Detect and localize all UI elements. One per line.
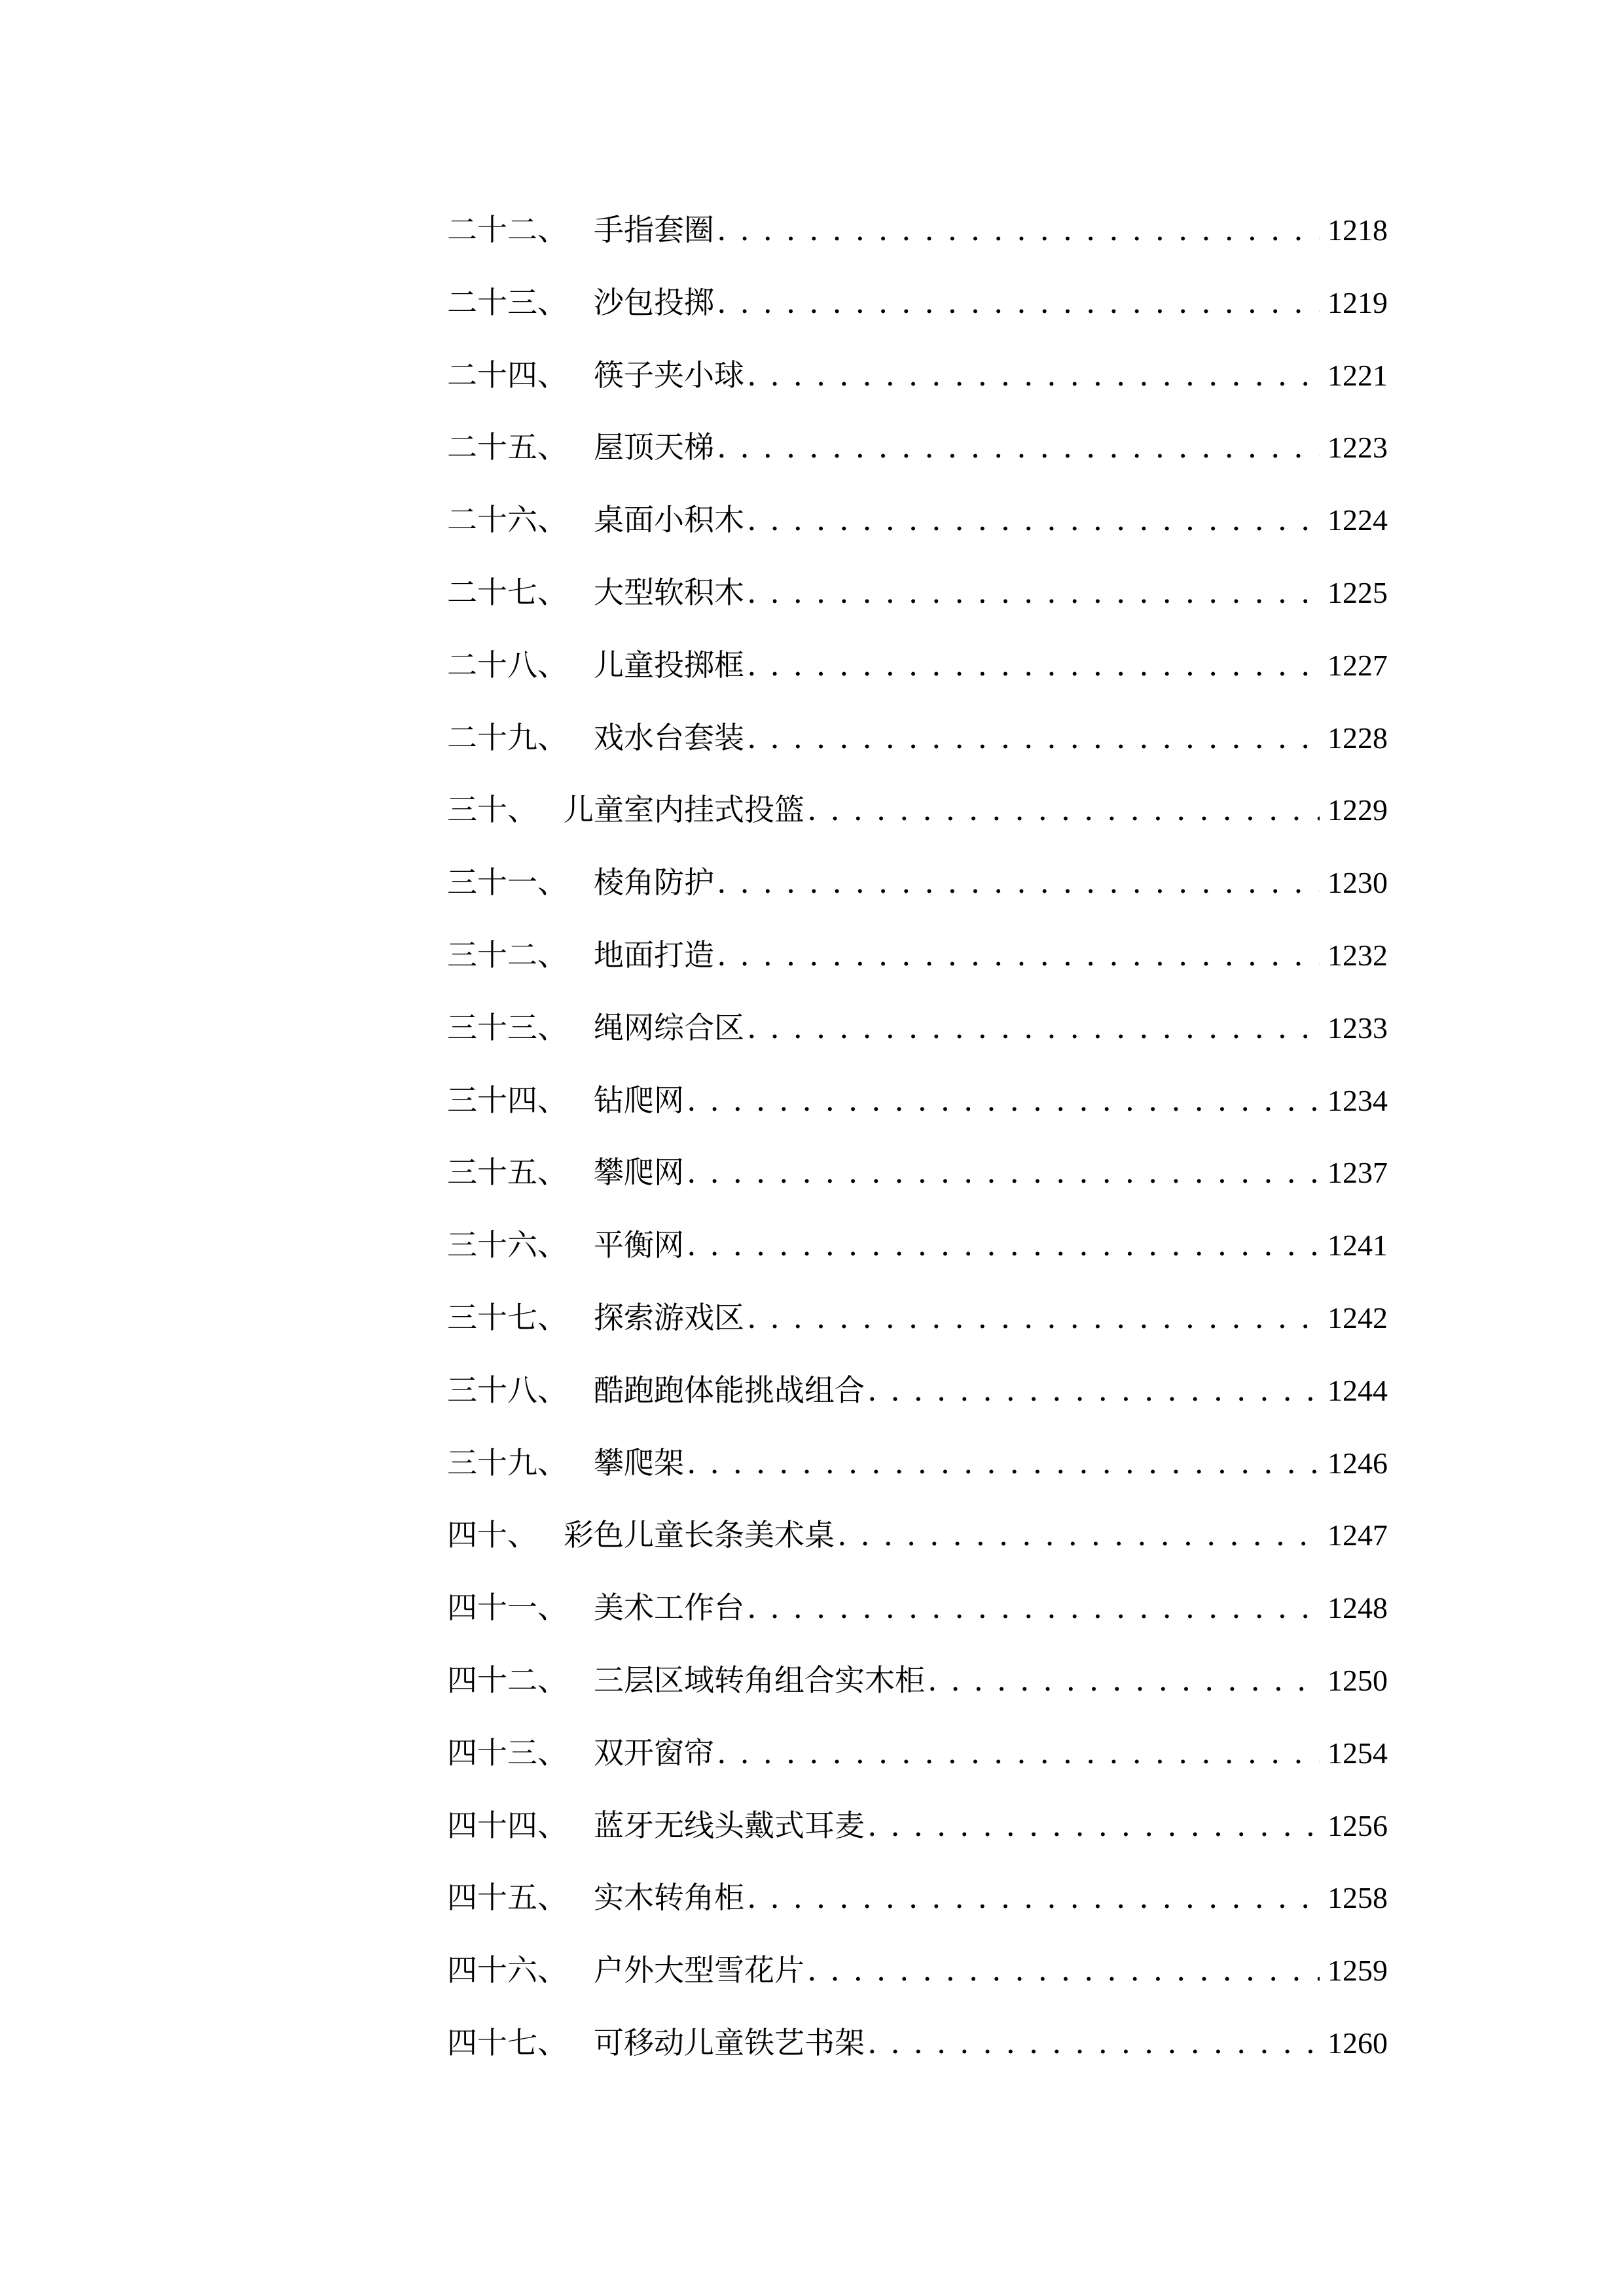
dot-leader: [717, 861, 1320, 904]
toc-entry-page: 1254: [1327, 1736, 1388, 1770]
toc-entry-page: 1227: [1327, 648, 1388, 682]
toc-entry-page: 1260: [1327, 2026, 1388, 2060]
toc-entry-page: 1248: [1327, 1591, 1388, 1625]
toc-entry-number: 三十、: [447, 792, 537, 828]
toc-entry-page: 1233: [1327, 1011, 1388, 1045]
toc-entry-title: 蓝牙无线头戴式耳麦: [594, 1807, 865, 1843]
dot-leader: [747, 1296, 1320, 1339]
toc-entry-title: 实木转角柜: [594, 1880, 744, 1916]
toc-entry-title: 攀爬架: [594, 1444, 684, 1480]
toc-entry[interactable]: [447, 1804, 1388, 1876]
toc-entry-number: 二十三、: [447, 284, 568, 320]
toc-entry[interactable]: [447, 1659, 1388, 1731]
toc-entry-title: 大型软积木: [594, 574, 744, 610]
toc-entry[interactable]: [447, 1223, 1388, 1296]
toc-entry-page: 1247: [1327, 1518, 1388, 1552]
toc-entry-page: 1221: [1327, 358, 1388, 392]
toc-entry[interactable]: [447, 281, 1388, 353]
toc-entry-title: 三层区域转角组合实木柜: [594, 1662, 925, 1698]
toc-entry[interactable]: [447, 933, 1388, 1006]
toc-entry[interactable]: [447, 2021, 1388, 2094]
toc-entry[interactable]: [447, 1586, 1388, 1659]
toc-entry[interactable]: [447, 1151, 1388, 1223]
toc-entry[interactable]: [447, 788, 1388, 861]
toc-entry-number: 三十一、: [447, 865, 568, 901]
toc-entry-page: 1225: [1327, 575, 1388, 609]
toc-entry-page: 1230: [1327, 866, 1388, 900]
toc-entry[interactable]: [447, 1441, 1388, 1514]
dot-leader: [747, 498, 1320, 541]
toc-entry-title: 戏水台套装: [594, 719, 744, 755]
toc-entry-page: 1234: [1327, 1083, 1388, 1117]
dot-leader: [717, 208, 1320, 251]
toc-entry-number: 二十六、: [447, 502, 568, 538]
dot-leader: [717, 281, 1320, 324]
dot-leader: [867, 2021, 1320, 2064]
toc-entry-number: 四十六、: [447, 1952, 568, 1988]
toc-entry-title: 酷跑跑体能挑战组合: [594, 1372, 865, 1408]
dot-leader: [687, 1223, 1320, 1266]
toc-entry-title: 钻爬网: [594, 1082, 684, 1118]
dot-leader: [837, 1513, 1320, 1556]
toc-entry-title: 桌面小积木: [594, 502, 744, 538]
toc-entry-page: 1229: [1327, 793, 1388, 827]
dot-leader: [807, 1948, 1320, 1992]
dot-leader: [687, 1441, 1320, 1484]
toc-entry-page: 1256: [1327, 1808, 1388, 1842]
dot-leader: [867, 1804, 1320, 1847]
toc-entry-number: 四十、: [447, 1517, 537, 1553]
toc-entry-page: 1232: [1327, 938, 1388, 972]
toc-entry-number: 三十六、: [447, 1227, 568, 1263]
toc-entry-page: 1246: [1327, 1446, 1388, 1480]
dot-leader: [807, 788, 1320, 831]
toc-entry-title: 沙包投掷: [594, 284, 714, 320]
toc-entry-number: 二十七、: [447, 574, 568, 610]
toc-entry[interactable]: [447, 1948, 1388, 2021]
toc-entry-number: 四十一、: [447, 1590, 568, 1626]
dot-leader: [687, 1151, 1320, 1194]
toc-entry-page: 1223: [1327, 431, 1388, 465]
toc-entry[interactable]: [447, 498, 1388, 571]
dot-leader: [747, 643, 1320, 687]
toc-entry[interactable]: [447, 353, 1388, 426]
toc-entry-title: 攀爬网: [594, 1155, 684, 1191]
dot-leader: [928, 1659, 1320, 1702]
toc-entry-page: 1258: [1327, 1881, 1388, 1915]
toc-entry-page: 1237: [1327, 1156, 1388, 1190]
dot-leader: [747, 1876, 1320, 1919]
dot-leader: [717, 425, 1320, 469]
toc-entry-number: 三十七、: [447, 1299, 568, 1335]
toc-entry-number: 四十四、: [447, 1807, 568, 1843]
dot-leader: [717, 933, 1320, 977]
toc-entry[interactable]: [447, 1079, 1388, 1151]
toc-entry-title: 绳网综合区: [594, 1009, 744, 1045]
toc-entry-page: 1218: [1327, 213, 1388, 247]
toc-entry-number: 三十九、: [447, 1444, 568, 1480]
toc-entry-title: 户外大型雪花片: [594, 1952, 804, 1988]
toc-entry-title: 地面打造: [594, 937, 714, 973]
toc-entry-number: 二十五、: [447, 429, 568, 465]
toc-entry[interactable]: [447, 643, 1388, 716]
dot-leader: [717, 1731, 1320, 1774]
dot-leader: [747, 353, 1320, 397]
toc-entry-number: 四十二、: [447, 1662, 568, 1698]
toc-entry[interactable]: [447, 1006, 1388, 1079]
toc-entry[interactable]: [447, 1369, 1388, 1441]
toc-entry-number: 三十八、: [447, 1372, 568, 1408]
toc-entry[interactable]: [447, 1513, 1388, 1586]
toc-entry-title: 可移动儿童铁艺书架: [594, 2024, 865, 2060]
toc-entry-number: 二十九、: [447, 719, 568, 755]
toc-entry-number: 二十八、: [447, 647, 568, 683]
toc-entry-number: 二十四、: [447, 357, 568, 393]
toc-entry[interactable]: [447, 571, 1388, 643]
toc-entry[interactable]: [447, 1296, 1388, 1369]
toc-entry-title: 棱角防护: [594, 865, 714, 901]
toc-entry-title: 屋顶天梯: [594, 429, 714, 465]
toc-entry-page: 1241: [1327, 1229, 1388, 1263]
toc-entry-number: 四十三、: [447, 1734, 568, 1770]
toc-entry-page: 1244: [1327, 1373, 1388, 1407]
toc-entry[interactable]: [447, 861, 1388, 933]
toc-entry-title: 彩色儿童长条美术桌: [564, 1517, 835, 1553]
toc-entry-title: 儿童室内挂式投篮: [564, 792, 804, 828]
toc-entry[interactable]: [447, 208, 1388, 281]
toc-entry[interactable]: [447, 425, 1388, 498]
toc-entry-page: 1224: [1327, 503, 1388, 537]
toc-entry-title: 双开窗帘: [594, 1734, 714, 1770]
dot-leader: [747, 571, 1320, 614]
toc-entry-title: 手指套圈: [594, 212, 714, 247]
table-of-contents: [447, 208, 1388, 2094]
toc-entry-title: 筷子夹小球: [594, 357, 744, 393]
toc-entry-title: 平衡网: [594, 1227, 684, 1263]
toc-entry-number: 三十二、: [447, 937, 568, 973]
dot-leader: [747, 1006, 1320, 1049]
toc-entry[interactable]: [447, 1731, 1388, 1804]
toc-entry-number: 三十三、: [447, 1009, 568, 1045]
toc-entry-title: 儿童投掷框: [594, 647, 744, 683]
dot-leader: [687, 1079, 1320, 1122]
toc-entry[interactable]: [447, 716, 1388, 789]
toc-entry-number: 三十五、: [447, 1155, 568, 1191]
toc-entry-page: 1228: [1327, 721, 1388, 755]
dot-leader: [747, 716, 1320, 759]
toc-entry-page: 1242: [1327, 1300, 1388, 1335]
toc-entry-number: 四十五、: [447, 1880, 568, 1916]
toc-entry-title: 探索游戏区: [594, 1299, 744, 1335]
toc-entry-page: 1250: [1327, 1663, 1388, 1697]
toc-entry-page: 1219: [1327, 285, 1388, 319]
toc-entry-number: 二十二、: [447, 212, 568, 247]
toc-entry-title: 美术工作台: [594, 1590, 744, 1626]
toc-entry[interactable]: [447, 1876, 1388, 1948]
dot-leader: [747, 1586, 1320, 1629]
toc-entry-number: 三十四、: [447, 1082, 568, 1118]
dot-leader: [867, 1369, 1320, 1412]
toc-entry-number: 四十七、: [447, 2024, 568, 2060]
toc-entry-page: 1259: [1327, 1954, 1388, 1988]
